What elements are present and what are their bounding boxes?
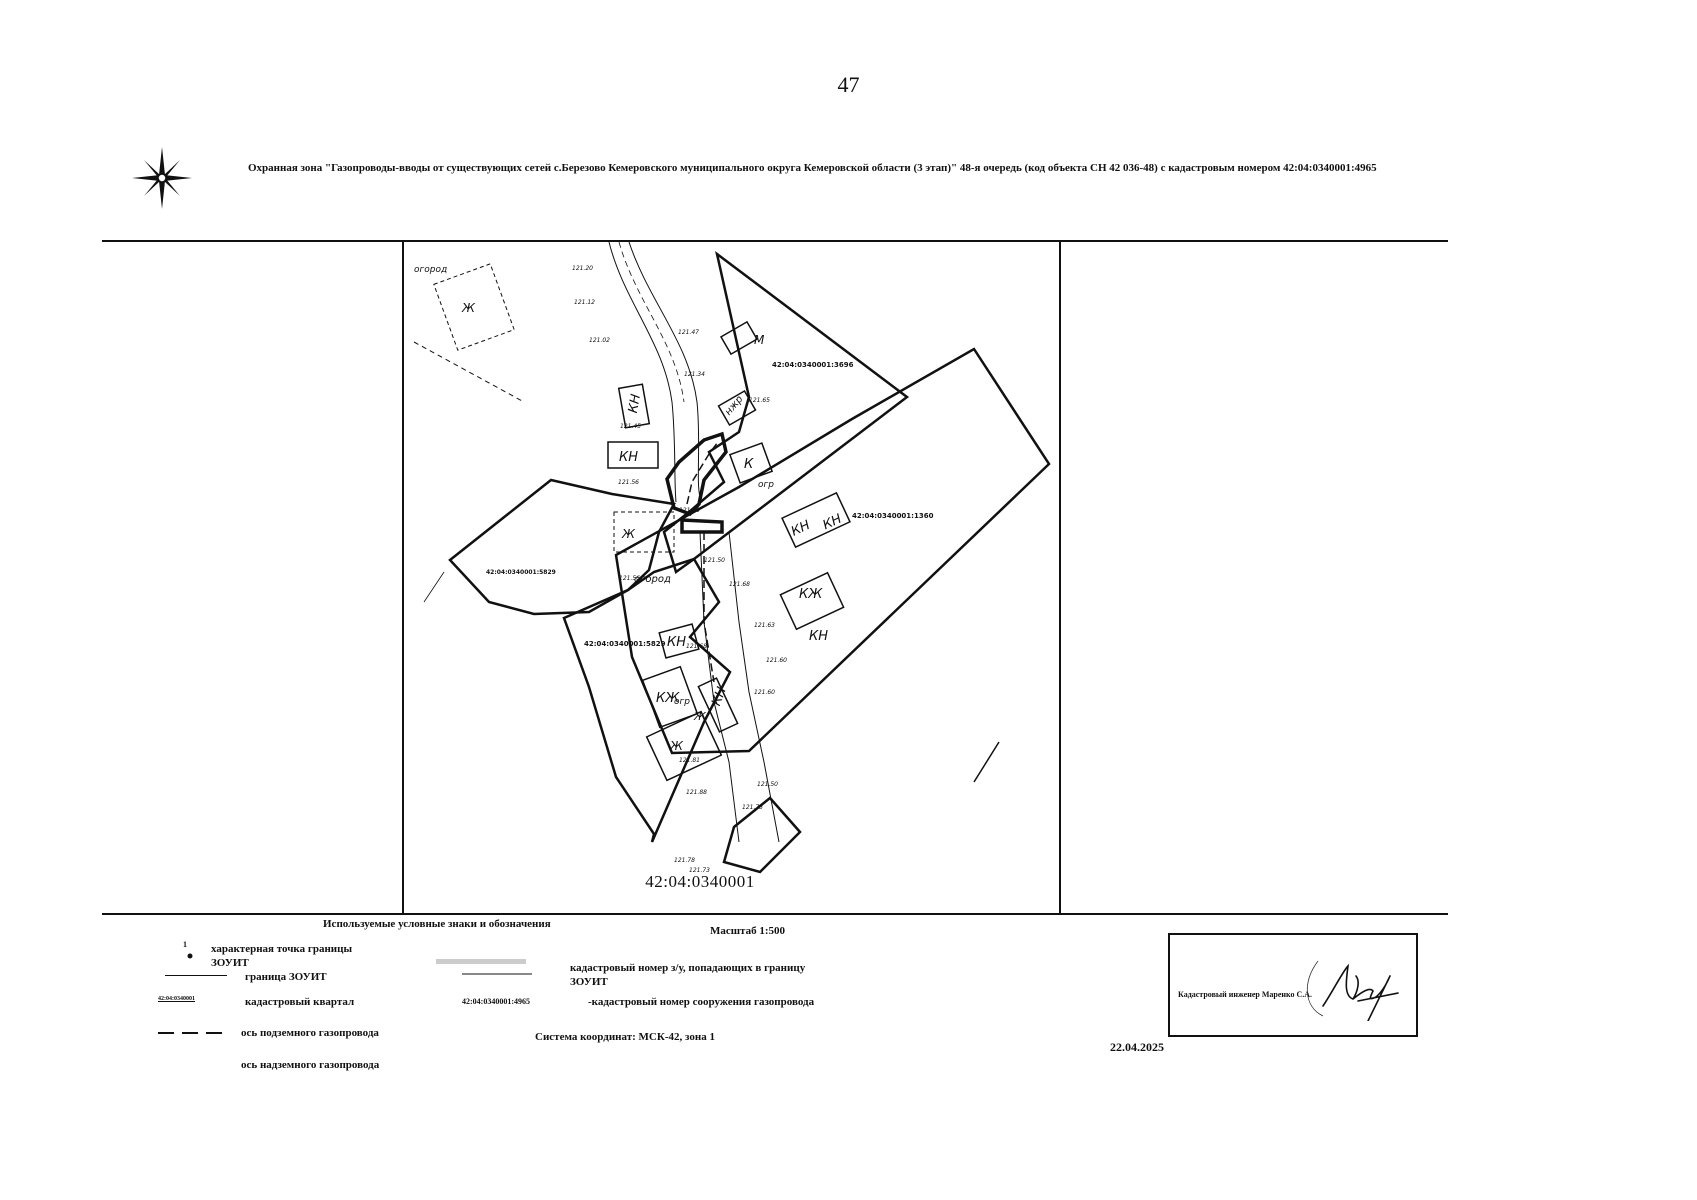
handwritten-signature-icon bbox=[1298, 951, 1406, 1021]
road-center bbox=[619, 242, 684, 402]
svg-text:Ж: Ж bbox=[622, 527, 635, 541]
svg-text:121.65: 121.65 bbox=[749, 397, 770, 404]
svg-text:42:04:0340001:1360: 42:04:0340001:1360 bbox=[852, 512, 934, 520]
parcel-boundary-left bbox=[450, 480, 674, 614]
structure-number-sample: 42:04:0340001:4965 bbox=[462, 997, 530, 1006]
svg-text:КН: КН bbox=[625, 392, 644, 415]
parcel-number-symbol-icon bbox=[432, 956, 538, 980]
svg-text:121.73: 121.73 bbox=[689, 867, 710, 874]
legend-item-zone-boundary: граница ЗОУИТ bbox=[245, 971, 327, 983]
legend-item-parcel-number: кадастровый номер з/у, попадающих в границу ЗОУИТ bbox=[570, 962, 806, 988]
engineer-stamp bbox=[1168, 933, 1418, 1037]
svg-text:121.70: 121.70 bbox=[679, 507, 700, 514]
document-date: 22.04.2025 bbox=[1110, 1040, 1164, 1054]
svg-text:121.50: 121.50 bbox=[757, 781, 778, 788]
road-lower-right bbox=[729, 532, 779, 842]
svg-text:огр: огр bbox=[674, 697, 690, 707]
svg-text:121.63: 121.63 bbox=[754, 622, 775, 629]
coordinate-system: Система координат: МСК-42, зона 1 bbox=[535, 1031, 715, 1043]
svg-text:КН: КН bbox=[809, 629, 829, 644]
svg-text:121.88: 121.88 bbox=[686, 789, 707, 796]
map-frame-right bbox=[1059, 240, 1061, 915]
legend-item-boundary-point: характерная точка границы ЗОУИТ bbox=[211, 943, 353, 969]
page-number: 47 bbox=[837, 72, 860, 97]
svg-text:121.81: 121.81 bbox=[679, 757, 700, 764]
map-scale: Масштаб 1:500 bbox=[710, 925, 786, 937]
svg-text:42:04:0340001:3696: 42:04:0340001:3696 bbox=[772, 361, 854, 369]
legend-item-cadastral-quarter: кадастровый квартал bbox=[245, 996, 355, 1008]
quarter-sample: 42:04:0340001 bbox=[158, 996, 195, 1002]
svg-text:121.68: 121.68 bbox=[729, 581, 750, 588]
north-arrow-star-icon bbox=[130, 145, 194, 211]
svg-text:Ж: Ж bbox=[670, 739, 683, 753]
svg-text:М: М bbox=[754, 333, 765, 347]
document-title: Охранная зона "Газопроводы-вводы от существующих сетей с.Березово Кемеровского муниципального округа Кемеровской области (3 этап)" 48-я очередь (код объекта СН 42 036-48) с кадастровым номером 42:04:0340001:4965 bbox=[248, 162, 1377, 174]
svg-text:121.45: 121.45 bbox=[620, 423, 641, 430]
svg-text:КН: КН bbox=[667, 635, 687, 650]
svg-text:КН: КН bbox=[820, 511, 845, 534]
zone-boundary-lower bbox=[682, 520, 722, 532]
cadastral-map bbox=[404, 242, 1054, 908]
stamp-text: Кадастровый инженер Маренко С.А. bbox=[1178, 990, 1313, 999]
svg-text:КН: КН bbox=[788, 517, 813, 540]
svg-text:42:04:0340001:5829: 42:04:0340001:5829 bbox=[584, 640, 666, 648]
svg-text:121.56: 121.56 bbox=[619, 575, 640, 582]
svg-text:121.34: 121.34 bbox=[684, 371, 705, 378]
frame-bottom-line bbox=[102, 913, 1448, 915]
legend-item-underground-gas: ось подземного газопровода bbox=[241, 1027, 379, 1039]
svg-text:Ж: Ж bbox=[462, 301, 475, 315]
svg-text:К: К bbox=[744, 457, 754, 472]
svg-text:КЖ: КЖ bbox=[656, 691, 680, 706]
svg-text:КН: КН bbox=[619, 450, 639, 465]
svg-text:Ж: Ж bbox=[694, 710, 706, 723]
svg-text:КН: КН bbox=[709, 684, 730, 708]
parcel-boundary-1360 bbox=[616, 349, 1049, 753]
svg-text:огр: огр bbox=[758, 480, 774, 490]
svg-text:121.12: 121.12 bbox=[574, 299, 595, 306]
svg-text:121.60: 121.60 bbox=[766, 657, 787, 664]
boundary-point-id: 1 bbox=[183, 940, 187, 949]
svg-text:121.20: 121.20 bbox=[572, 265, 593, 272]
svg-text:121.02: 121.02 bbox=[589, 337, 610, 344]
svg-text:121.56: 121.56 bbox=[618, 479, 639, 486]
legend-item-overground-gas: ось надземного газопровода bbox=[241, 1059, 380, 1071]
svg-text:121.60: 121.60 bbox=[754, 689, 775, 696]
svg-text:121.68: 121.68 bbox=[686, 643, 707, 650]
svg-text:121.50: 121.50 bbox=[704, 557, 725, 564]
svg-text:121.47: 121.47 bbox=[678, 329, 699, 336]
zone-boundary-symbol bbox=[165, 975, 227, 976]
svg-text:нжр: нжр bbox=[723, 393, 746, 418]
cadastral-quarter-label: 42:04:0340001 bbox=[645, 872, 755, 891]
underground-gas-axis-symbol bbox=[158, 1030, 224, 1036]
svg-text:42:04:0340001:5829: 42:04:0340001:5829 bbox=[486, 569, 556, 576]
legend-item-structure-number: -кадастровый номер сооружения газопровода bbox=[588, 996, 815, 1008]
svg-text:огород: огород bbox=[414, 265, 448, 275]
svg-text:КЖ: КЖ bbox=[799, 587, 823, 602]
svg-text:огород: огород bbox=[634, 574, 671, 585]
legend-title: Используемые условные знаки и обозначения bbox=[323, 918, 551, 930]
svg-text:121.78: 121.78 bbox=[674, 857, 695, 864]
svg-text:121.73: 121.73 bbox=[742, 804, 763, 811]
